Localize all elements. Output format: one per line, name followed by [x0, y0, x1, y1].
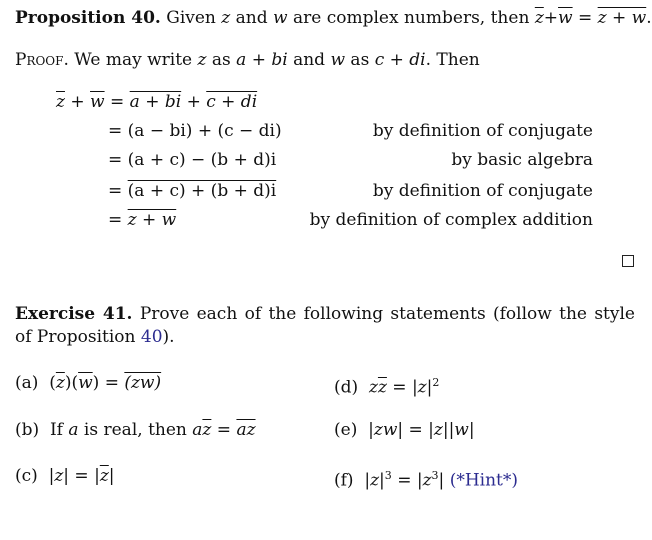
prop-w: w — [273, 8, 288, 28]
item-f-t1: |z| — [364, 470, 385, 491]
item-a-zw: (zw) — [124, 373, 162, 393]
prop-zpw: z + w — [597, 8, 647, 28]
item-b-az: $\overline{az}$ — [236, 420, 256, 440]
derivation-step-1-justification: by definition of conjugate — [372, 121, 593, 141]
item-a-p3: ) = — [92, 373, 125, 393]
item-d-zb: $\overline{z}$ — [377, 377, 387, 398]
proof-z: z — [197, 50, 207, 70]
proof-intro — [15, 50, 480, 70]
prop-equals: = — [572, 8, 598, 28]
item-a-p2: )( — [64, 373, 79, 393]
item-a-p1: ( — [49, 373, 56, 393]
item-e-t1: |zw| = |z||w| — [368, 420, 475, 440]
prop-zbar: $\overline{z}$ — [534, 8, 544, 28]
deriv-rhs-plus: + — [181, 92, 207, 112]
item-f-sup1: 3 — [384, 469, 392, 482]
proof-c-di: c + di — [374, 50, 426, 70]
proposition-label: Proposition 40. — [15, 8, 161, 28]
exercise-end: ). — [162, 327, 175, 347]
proof-t2: as — [206, 50, 237, 70]
exercise-item-c — [15, 466, 115, 486]
item-c-zb: $\overline{z}$ — [99, 466, 109, 486]
deriv-rhs-a-bi: a + bi — [129, 92, 182, 112]
prop-text-prefix: Given — [166, 8, 222, 28]
derivation-step-3-expr — [108, 181, 276, 201]
exercise-item-e — [334, 420, 475, 440]
deriv-step3-eq: = — [108, 181, 128, 201]
deriv-rhs-c-di: c + di — [206, 92, 258, 112]
item-b-eq: = — [211, 420, 237, 440]
item-d-tag: (d) — [334, 377, 359, 398]
prop-period: . — [646, 8, 652, 28]
item-c-t1: |z| = | — [48, 466, 100, 486]
proof-a-bi: a + bi — [236, 50, 288, 70]
exercise-item-b — [15, 420, 256, 440]
item-a-tag: (a) — [15, 373, 39, 393]
exercise-item-f — [334, 466, 518, 491]
item-c-t2: | — [108, 466, 115, 486]
item-b-t1: If — [49, 420, 69, 440]
prop-z: z — [221, 8, 231, 28]
deriv-lhs-w: $\overline{w}$ — [90, 92, 105, 112]
exercise-paragraph — [15, 303, 635, 349]
deriv-lhs-z: $\overline{z}$ — [56, 92, 65, 112]
prop-wbar: $\overline{w}$ — [558, 8, 573, 28]
derivation-first-line — [56, 92, 257, 112]
item-f-sup2: 3 — [431, 469, 439, 482]
derivation-step-1-expr: = (a − bi) + (c − di) — [108, 121, 282, 141]
item-b-tag: (b) — [15, 420, 40, 440]
exercise-label: Exercise 41. — [15, 304, 133, 324]
prop-text-mid: are complex numbers, then — [287, 8, 535, 28]
proposition-statement — [15, 8, 652, 28]
derivation-step-2-justification: by basic algebra — [451, 150, 593, 170]
derivation-step-4-expr — [108, 210, 176, 230]
derivation-step-4-justification: by definition of complex addition — [309, 210, 593, 230]
item-f-t2: = |z — [391, 470, 432, 491]
item-a-wb: $\overline{w}$ — [78, 373, 93, 393]
deriv-eq: = — [104, 92, 130, 112]
derivation-step-2-expr: = (a + c) − (b + d)i — [108, 150, 277, 170]
proof-t3: and — [287, 50, 331, 70]
item-c-tag: (c) — [15, 466, 38, 486]
deriv-step4-ol: z + w — [127, 210, 177, 230]
item-d-sup: 2 — [432, 376, 440, 389]
exercise-item-d — [334, 373, 439, 398]
item-d-t2: = |z| — [386, 377, 433, 398]
deriv-step4-eq: = — [108, 210, 128, 230]
item-a-zb: $\overline{z}$ — [55, 373, 65, 393]
derivation-step-3-justification: by definition of conjugate — [372, 181, 593, 201]
proof-t1: We may write — [68, 50, 198, 70]
prop-and: and — [230, 8, 274, 28]
hint-link[interactable]: (*Hint*) — [449, 470, 518, 491]
item-d-t1: z — [368, 377, 378, 398]
item-b-a: a — [68, 420, 79, 440]
proof-w: w — [330, 50, 346, 70]
qed-square-icon — [622, 255, 634, 267]
exercise-text: Prove each of the following statements (follow the style of Proposition — [15, 304, 635, 347]
proof-t5: . Then — [425, 50, 480, 70]
item-b-zb: $\overline{z}$ — [202, 420, 212, 440]
item-f-tag: (f) — [334, 470, 354, 491]
prop-plus: + — [543, 8, 559, 28]
item-b-t2: is real, then — [78, 420, 193, 440]
deriv-lhs-plus: + — [64, 92, 91, 112]
item-e-tag: (e) — [334, 420, 358, 440]
proposition-ref-link[interactable]: 40 — [140, 327, 163, 347]
proof-t4: as — [345, 50, 375, 70]
exercise-item-a — [15, 373, 161, 393]
proof-label: Proof. — [15, 50, 69, 70]
deriv-step3-ol: (a + c) + (b + d)i — [127, 181, 277, 201]
item-b-a2: a — [192, 420, 203, 440]
item-f-t3: | — [438, 470, 445, 491]
